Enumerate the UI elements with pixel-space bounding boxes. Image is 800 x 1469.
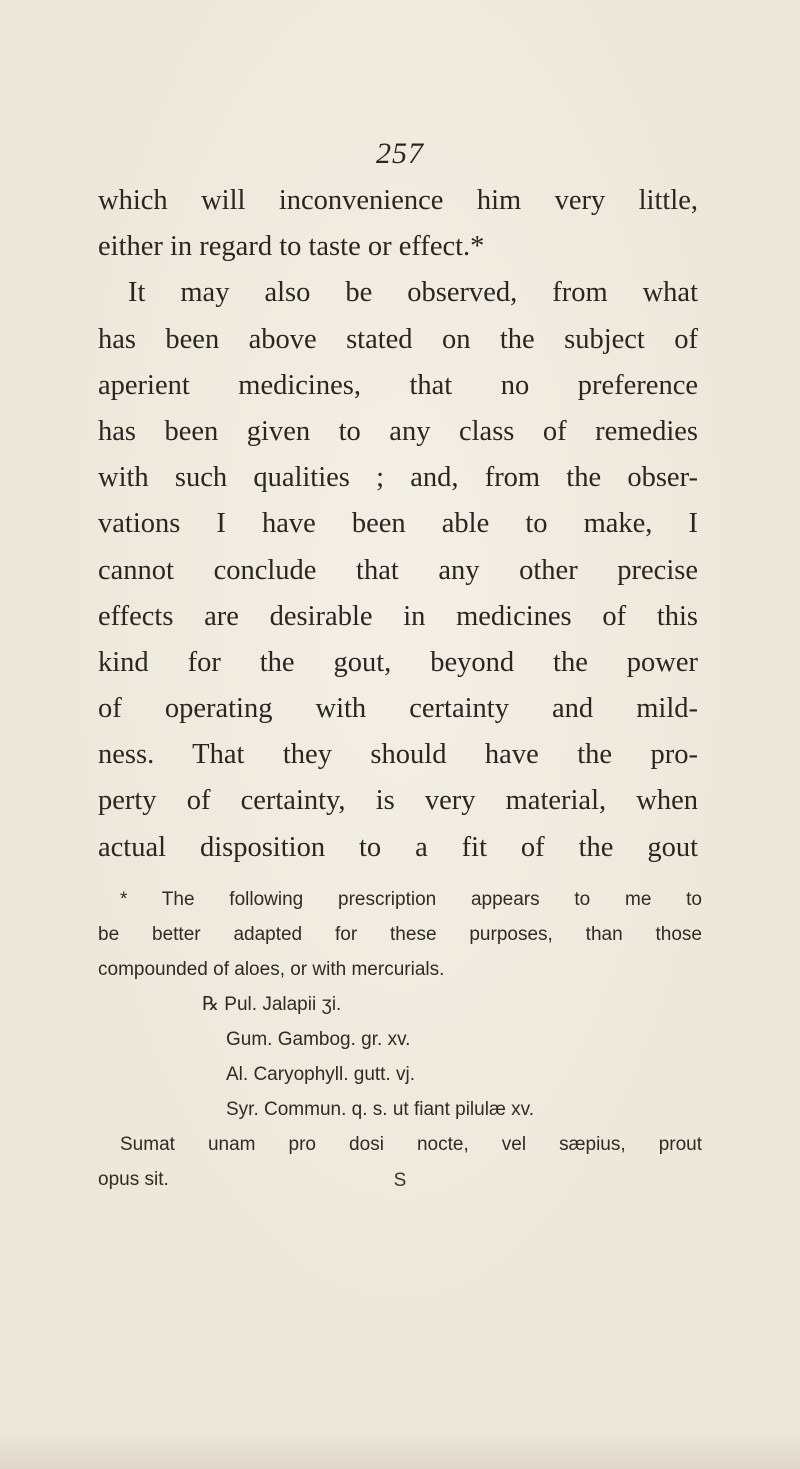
footnote-line: opus sit. — [98, 1169, 169, 1190]
body-text — [98, 178, 698, 871]
body-line: either in regard to taste or effect.* — [98, 231, 485, 263]
body-line: aperient medicines, that no preference — [98, 369, 698, 401]
body-line: vations I have been able to make, I — [98, 508, 698, 540]
body-line: of operating with certainty and mild- — [98, 693, 698, 725]
signature-mark: S — [393, 1170, 407, 1191]
prescription-line: ℞ Pul. Jalapii ʒi. — [202, 994, 342, 1015]
body-line: actual disposition to a fit of the gout — [98, 831, 698, 863]
prescription-line: Al. Caryophyll. gutt. vj. — [226, 1064, 416, 1085]
footnote-line: * The following prescription appears to me to — [120, 889, 702, 910]
footnote-line: compounded of aloes, or with mercurials. — [98, 959, 445, 980]
footnote-line: be better adapted for these purposes, than those — [98, 924, 702, 945]
body-line: has been given to any class of remedies — [98, 415, 698, 447]
body-line: ness. That they should have the pro- — [98, 739, 698, 771]
page-edge-shadow — [0, 1429, 800, 1469]
body-line: perty of certainty, is very material, when — [98, 785, 698, 817]
prescription-line: Gum. Gambog. gr. xv. — [226, 1029, 411, 1050]
body-line: has been above stated on the subject of — [98, 323, 698, 355]
body-line: effects are desirable in medicines of this — [98, 600, 698, 632]
page-number: 257 — [376, 137, 424, 170]
body-line: with such qualities ; and, from the obser- — [98, 462, 698, 494]
footnote-line: Sumat unam pro dosi nocte, vel sæpius, prout — [120, 1134, 702, 1155]
body-line: kind for the gout, beyond the power — [98, 646, 698, 678]
body-line: which will inconvenience him very little, — [98, 185, 698, 216]
footnote — [98, 882, 702, 1197]
body-line: cannot conclude that any other precise — [98, 554, 698, 586]
prescription-line: Syr. Commun. q. s. ut fiant pilulæ xv. — [226, 1099, 534, 1120]
body-line: It may also be observed, from what — [128, 277, 698, 309]
